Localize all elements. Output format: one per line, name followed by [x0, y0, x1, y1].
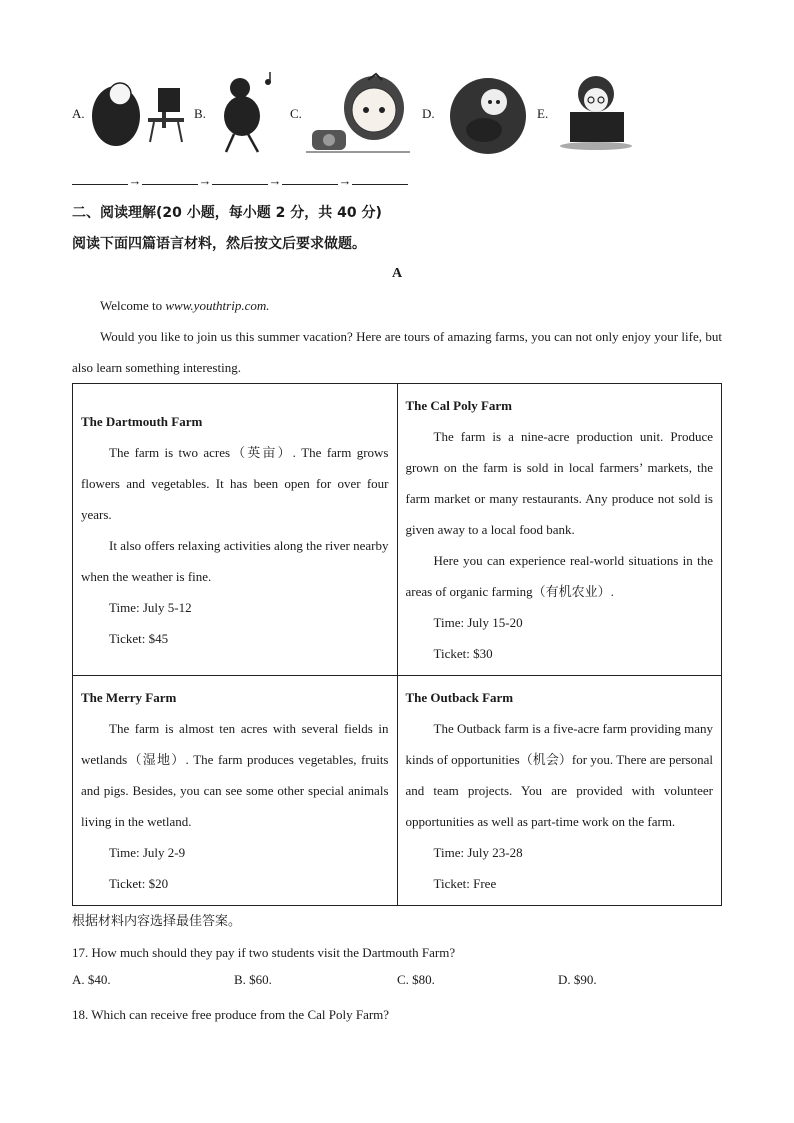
answer-blank-4[interactable]: [282, 172, 338, 185]
intro-paragraph: Would you like to join us this summer vacation? Here are tours of amazing farms, you can not only enjoy your life, but also learn something interesting.: [72, 329, 722, 375]
farm-description: The Outback farm is a five-acre farm providing many kinds of opportunities（机会）for you. There are personal and team projects. You are provided with volunteer opportunities as well as part-time work on the farm.: [405, 721, 713, 829]
ordering-blanks: [72, 172, 408, 189]
option-a[interactable]: A. $40.: [72, 972, 111, 987]
farm-ticket: Ticket: $20: [109, 876, 169, 891]
girl-with-phone-picture: [306, 72, 410, 156]
answer-blank-1[interactable]: [72, 172, 128, 185]
arrow-icon: →: [338, 173, 352, 188]
person-listening-music-picture: [214, 72, 278, 156]
person-at-computer-picture: [88, 72, 188, 148]
farm-ticket: Ticket: $30: [433, 646, 493, 661]
question-18: 18. Which can receive free produce from the Cal Poly Farm?: [72, 1007, 390, 1022]
welcome-prefix: Welcome to: [100, 298, 166, 313]
farm-cell-cal-poly: [397, 384, 722, 676]
farm-time: Time: July 15-20: [433, 615, 523, 630]
farm-description: The farm is a nine-acre production unit. Produce grown on the farm is sold in local farmers’ markets, the farm market or many restaurants. Any produce not sold is given away to a local food bank.: [405, 429, 713, 537]
welcome-site: www.youthtrip.com.: [165, 298, 270, 313]
picture-label-e: E.: [537, 106, 549, 121]
picture-label-c: C.: [290, 106, 302, 121]
section-heading: 二、阅读理解(20 小题，每小题 2 分，共 40 分): [72, 205, 382, 221]
picture-label-d: D.: [422, 106, 435, 121]
farm-time: Time: July 2-9: [109, 845, 186, 860]
arrow-icon: →: [128, 173, 142, 188]
question-instruction: 根据材料内容选择最佳答案。: [72, 914, 242, 929]
farm-description: Here you can experience real-world situations in the areas of organic farming（有机农业）.: [405, 553, 713, 599]
section-instruction: 阅读下面四篇语言材料，然后按文后要求做题。: [72, 236, 366, 252]
farm-cell-outback: [397, 676, 722, 906]
farm-name: The Merry Farm: [81, 690, 177, 705]
farm-cell-merry: [73, 676, 398, 906]
farm-time: Time: July 23-28: [433, 845, 523, 860]
answer-blank-2[interactable]: [142, 172, 198, 185]
picture-label-a: A.: [72, 106, 85, 121]
answer-blank-3[interactable]: [212, 172, 268, 185]
farm-description: It also offers relaxing activities along the river nearby when the weather is fine.: [81, 537, 389, 584]
girl-hugging-picture: [448, 72, 528, 156]
farm-name: The Cal Poly Farm: [405, 398, 513, 413]
farm-name: The Outback Farm: [405, 690, 514, 705]
picture-label-b: B.: [194, 106, 206, 121]
farm-description: The farm is almost ten acres with several fields in wetlands（湿地）. The farm produces vegetables, fruits and pigs. Besides, you can see some other special animals living in the wetland.: [81, 721, 389, 829]
farm-time: Time: July 5-12: [109, 599, 192, 615]
option-b[interactable]: B. $60.: [234, 972, 272, 987]
option-c[interactable]: C. $80.: [397, 972, 435, 987]
farms-table: [72, 383, 722, 906]
arrow-icon: →: [198, 173, 212, 188]
question-17: 17. How much should they pay if two students visit the Dartmouth Farm?: [72, 945, 456, 960]
answer-blank-5[interactable]: [352, 172, 408, 185]
farm-name: The Dartmouth Farm: [81, 413, 203, 429]
option-d[interactable]: D. $90.: [558, 972, 597, 987]
welcome-line: [100, 290, 270, 321]
arrow-icon: →: [268, 173, 282, 188]
farm-description: The farm is two acres（英亩）. The farm grows flowers and vegetables. It has been open for over four years.: [81, 444, 389, 522]
farm-ticket: Ticket: $45: [109, 630, 169, 646]
farm-cell-dartmouth: [73, 384, 398, 676]
person-reading-picture: [556, 72, 636, 152]
picture-options-row: [0, 72, 794, 158]
passage-label: A: [391, 266, 403, 281]
farm-ticket: Ticket: Free: [433, 876, 497, 891]
